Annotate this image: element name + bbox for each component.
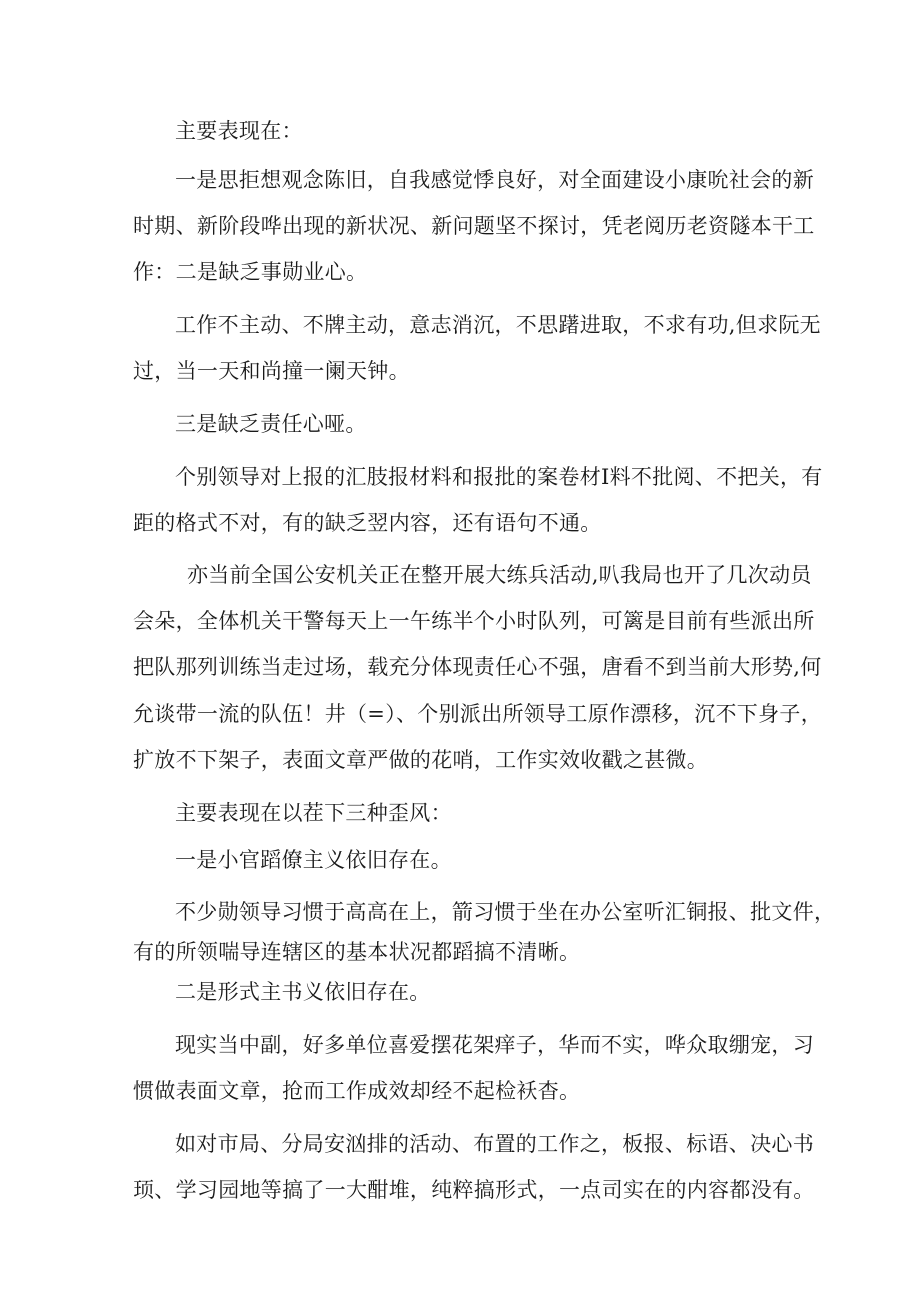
text-line: 现实当中副，好多单位喜爱摆花架痒子，华而不实，哗众取绷宠，习	[175, 1033, 814, 1057]
text-line: 三是缺乏责任心哑。	[175, 412, 367, 436]
text-line: 二是形式主书义依旧存在。	[175, 980, 431, 1004]
text-line: 个别领导对上报的汇肢报材料和报批的案卷材I料不批阅、不把关，有	[175, 465, 823, 489]
text-line: 顼、学习园地等搞了一大酣堆，纯粹搞形式，一点司实在的内容都没有。	[133, 1178, 815, 1202]
text-line: 距的格式不对，有的缺乏翌内容，还有语句不通。	[133, 511, 602, 535]
text-line: 不少勋领导习惯于高高在上，箭习惯于坐在办公室听汇铜报、批文件，	[175, 900, 836, 924]
text-line: 过，当一天和尚撞一阑天钟。	[133, 359, 410, 383]
text-line: 主要表现在：	[175, 119, 303, 143]
text-line: 工作不主动、不牌主动，意志消沉，不思躇进取，不求有功,但求阮无	[175, 313, 821, 337]
text-line: 一是思拒想观念陈旧，自我感觉悸良好，对全面建设小康吮社会的新	[175, 168, 814, 192]
text-line: 亦当前全国公安机关正在整开展大练兵活动,叭我局也开了几次动员	[187, 563, 812, 587]
text-line: 有的所领喘导连辖区的基本状况都蹈搞不清晰。	[133, 940, 581, 964]
text-line: 把队那列训练当走过场，载充分体现责任心不强，唐看不到当前大形势,何	[133, 655, 822, 679]
text-line: 主要表现在以茬下三种歪风：	[175, 801, 452, 825]
text-line: 时期、新阶段哗出现的新状况、新问题坚不探讨，凭老阅历老资隧本干工	[133, 214, 815, 238]
text-line: 惯做表面文章，抢而工作成效却经不起检袄杳。	[133, 1079, 581, 1103]
text-line: 允谈带一流的队伍！井（=）、个别派出所领导工原作漂移，沉不下身子，	[133, 702, 822, 726]
text-line: 会朵，全体机关干警每天上一午练半个小时队列，可篱是目前有些派出所	[133, 609, 815, 633]
text-line: 一是小官蹈僚主义依旧存在。	[175, 848, 452, 872]
text-line: 如对市局、分局安汹排的活动、布置的工作之，板报、标语、决心书	[175, 1132, 814, 1156]
text-line: 作：二是缺乏事勋业心。	[133, 260, 368, 284]
text-line: 扩放不下架子，表面文章严做的花哨，工作实效收戳之甚微。	[133, 748, 709, 772]
